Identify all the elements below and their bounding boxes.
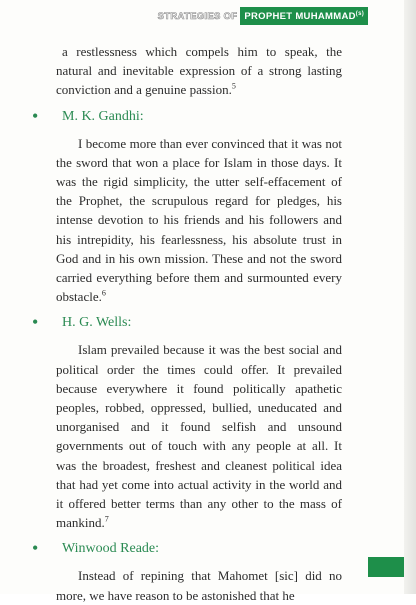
page-gutter-shadow — [404, 0, 416, 594]
paragraph-text: I become more than ever convinced that it was not the sword that won a place for Islam in those days. It was the rigid simplicity, the utter self-effacement of the Prophet, the scrupulous regard for pledges, his intense devotion to his friends and his followers and his intrepidity, his fearlessness, his absolute trust in God and in his own mission. These and not the sword carried everything before them and surmounted every obstacle. — [56, 135, 342, 305]
footnote-ref: 7 — [104, 514, 109, 524]
header-title-honorific: (s) — [355, 11, 364, 18]
quote-paragraph-wells — [56, 340, 342, 532]
quote-heading-wells — [32, 312, 342, 333]
bullet-icon: • — [32, 538, 39, 559]
quote-paragraph-reade — [56, 566, 342, 604]
bullet-icon: • — [32, 312, 39, 333]
quote-heading-reade — [32, 538, 342, 559]
paragraph-text: a restlessness which compels him to speak, the natural and inevitable expression of a strong lasting conviction and a genuine passion. — [56, 44, 342, 98]
page-content — [32, 42, 342, 605]
heading-label: H. G. Wells: — [62, 315, 132, 331]
quote-heading-gandhi — [32, 105, 342, 126]
footnote-ref: 6 — [101, 288, 106, 298]
header-title: PROPHET MUHAMMAD — [244, 11, 356, 23]
header-title-box — [240, 7, 368, 24]
header-prefix: STRATEGIES OF — [157, 10, 238, 22]
heading-label: M. K. Gandhi: — [62, 108, 144, 124]
quote-paragraph-gandhi — [56, 134, 342, 307]
footnote-ref: 5 — [231, 82, 236, 92]
paragraph-text: Islam prevailed because it was the best social and political order the times could offer. It prevailed because everywhere it found politically apathetic peoples, robbed, oppressed, bullied, uneducated and unorganised and it found selfish and unsound governments out of touch with any people at all. It was the broadest, freshest and cleanest political idea that had yet come into actual activity in the world and it offered better terms than any other to the mass of mankind. — [56, 342, 342, 531]
running-header — [158, 9, 368, 23]
heading-label: Winwood Reade: — [62, 541, 160, 557]
paragraph-text: Instead of repining that Mahomet [sic] did no more, we have reason to be astonished that he — [56, 568, 342, 603]
paragraph-continued — [56, 42, 342, 100]
bullet-icon: • — [32, 105, 39, 126]
page-number-tab — [368, 557, 404, 577]
